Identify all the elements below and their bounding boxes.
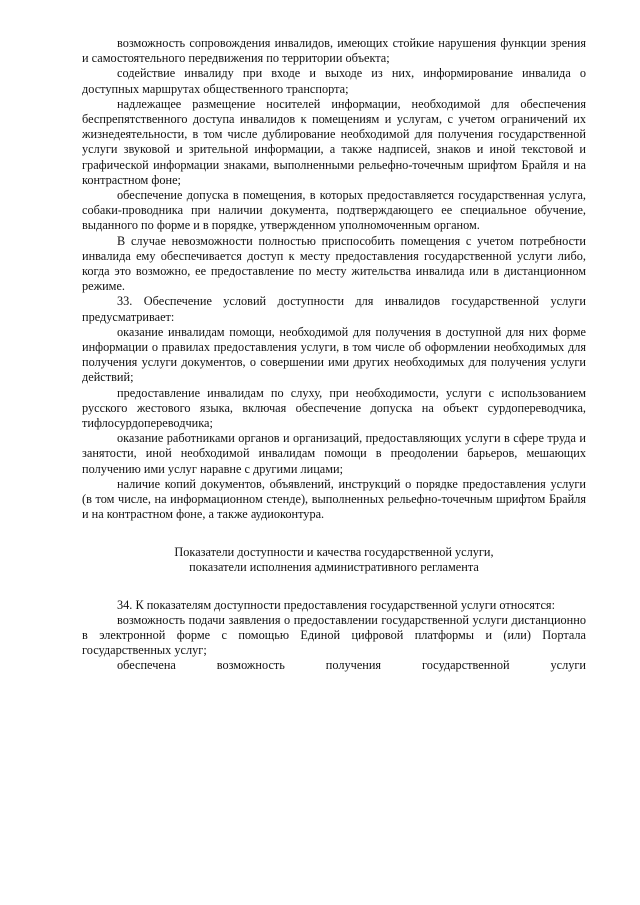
paragraph-copies: наличие копий документов, объявлений, инструкций о порядке предоставления услуги (в том числе, на информационном стенде), выполненных рельефно-точечным шрифтом Брайля и на контрастном фоне, а также аудиоконтура. (82, 476, 586, 522)
paragraph-possibility: обеспечена возможность получения государственной услуги (117, 658, 586, 673)
paragraph-entry-assistance: содействие инвалиду при входе и выходе из них, информирование инвалида о доступных маршрутах общественного транспорта; (82, 66, 586, 96)
paragraph-impossibility: В случае невозможности полностью приспособить помещения с учетом потребности инвалида ему обеспечивается доступ к месту предоставления государственной услуги либо, когда это возможно, ее предоставление по месту жительства инвалида или в дистанционном режиме. (82, 233, 586, 294)
paragraph-33: 33. Обеспечение условий доступности для инвалидов государственной услуги предусматривает: (82, 294, 586, 324)
section-heading-line-2: показатели исполнения административного регламента (189, 560, 479, 574)
paragraph-34: 34. К показателям доступности предоставления государственной услуги относятся: (117, 597, 555, 612)
document-page (82, 36, 586, 674)
paragraph-information-placement: надлежащее размещение носителей информации, необходимой для обеспечения беспрепятственного доступа инвалидов к помещениям и услугам, с учетом ограничений их жизнедеятельности, в том числе дублирование необходимой для получения государственной услуги звуковой и зрительной информации, а также надписей, знаков и иной текстовой и графической информации знаками, выполненными рельефно-точечным шрифтом Брайля и на контрастном фоне; (82, 96, 586, 187)
paragraph-accompaniment: возможность сопровождения инвалидов, имеющих стойкие нарушения функции зрения и самостоятельного передвижения по территории объекта; (82, 36, 586, 66)
section-heading-line-1: Показатели доступности и качества государственной услуги, (174, 544, 494, 559)
paragraph-remote-application: возможность подачи заявления о предоставлении государственной услуги дистанционно в электронной форме с помощью Единой цифровой платформы и (или) Портала государственных услуг; (82, 612, 586, 658)
paragraph-sign-language: предоставление инвалидам по слуху, при необходимости, услуги с использованием русского жестового языка, включая обеспечение допуска на объект сурдопереводчика, тифлосурдопереводчика; (82, 385, 586, 431)
paragraph-guide-dog: обеспечение допуска в помещения, в которых предоставляется государственная услуга, собаки-проводника при наличии документа, подтверждающего ее специальное обучение, выданного по форме и в порядке, утвержденном уполномоченным органом. (82, 188, 586, 233)
section-heading (82, 545, 586, 576)
paragraph-help: оказание инвалидам помощи, необходимой для получения в доступной для них форме информации о правилах предоставления услуги, в том числе об оформлении необходимых для получения услуги документов, о совершении ими других необходимых для получения услуги действий; (82, 324, 586, 385)
paragraph-staff-assistance: оказание работниками органов и организаций, предоставляющих услуги в сфере труда и занятости, иной необходимой инвалидам помощи в преодолении барьеров, мешающих получению ими услуг наравне с другими лицами; (82, 431, 586, 476)
